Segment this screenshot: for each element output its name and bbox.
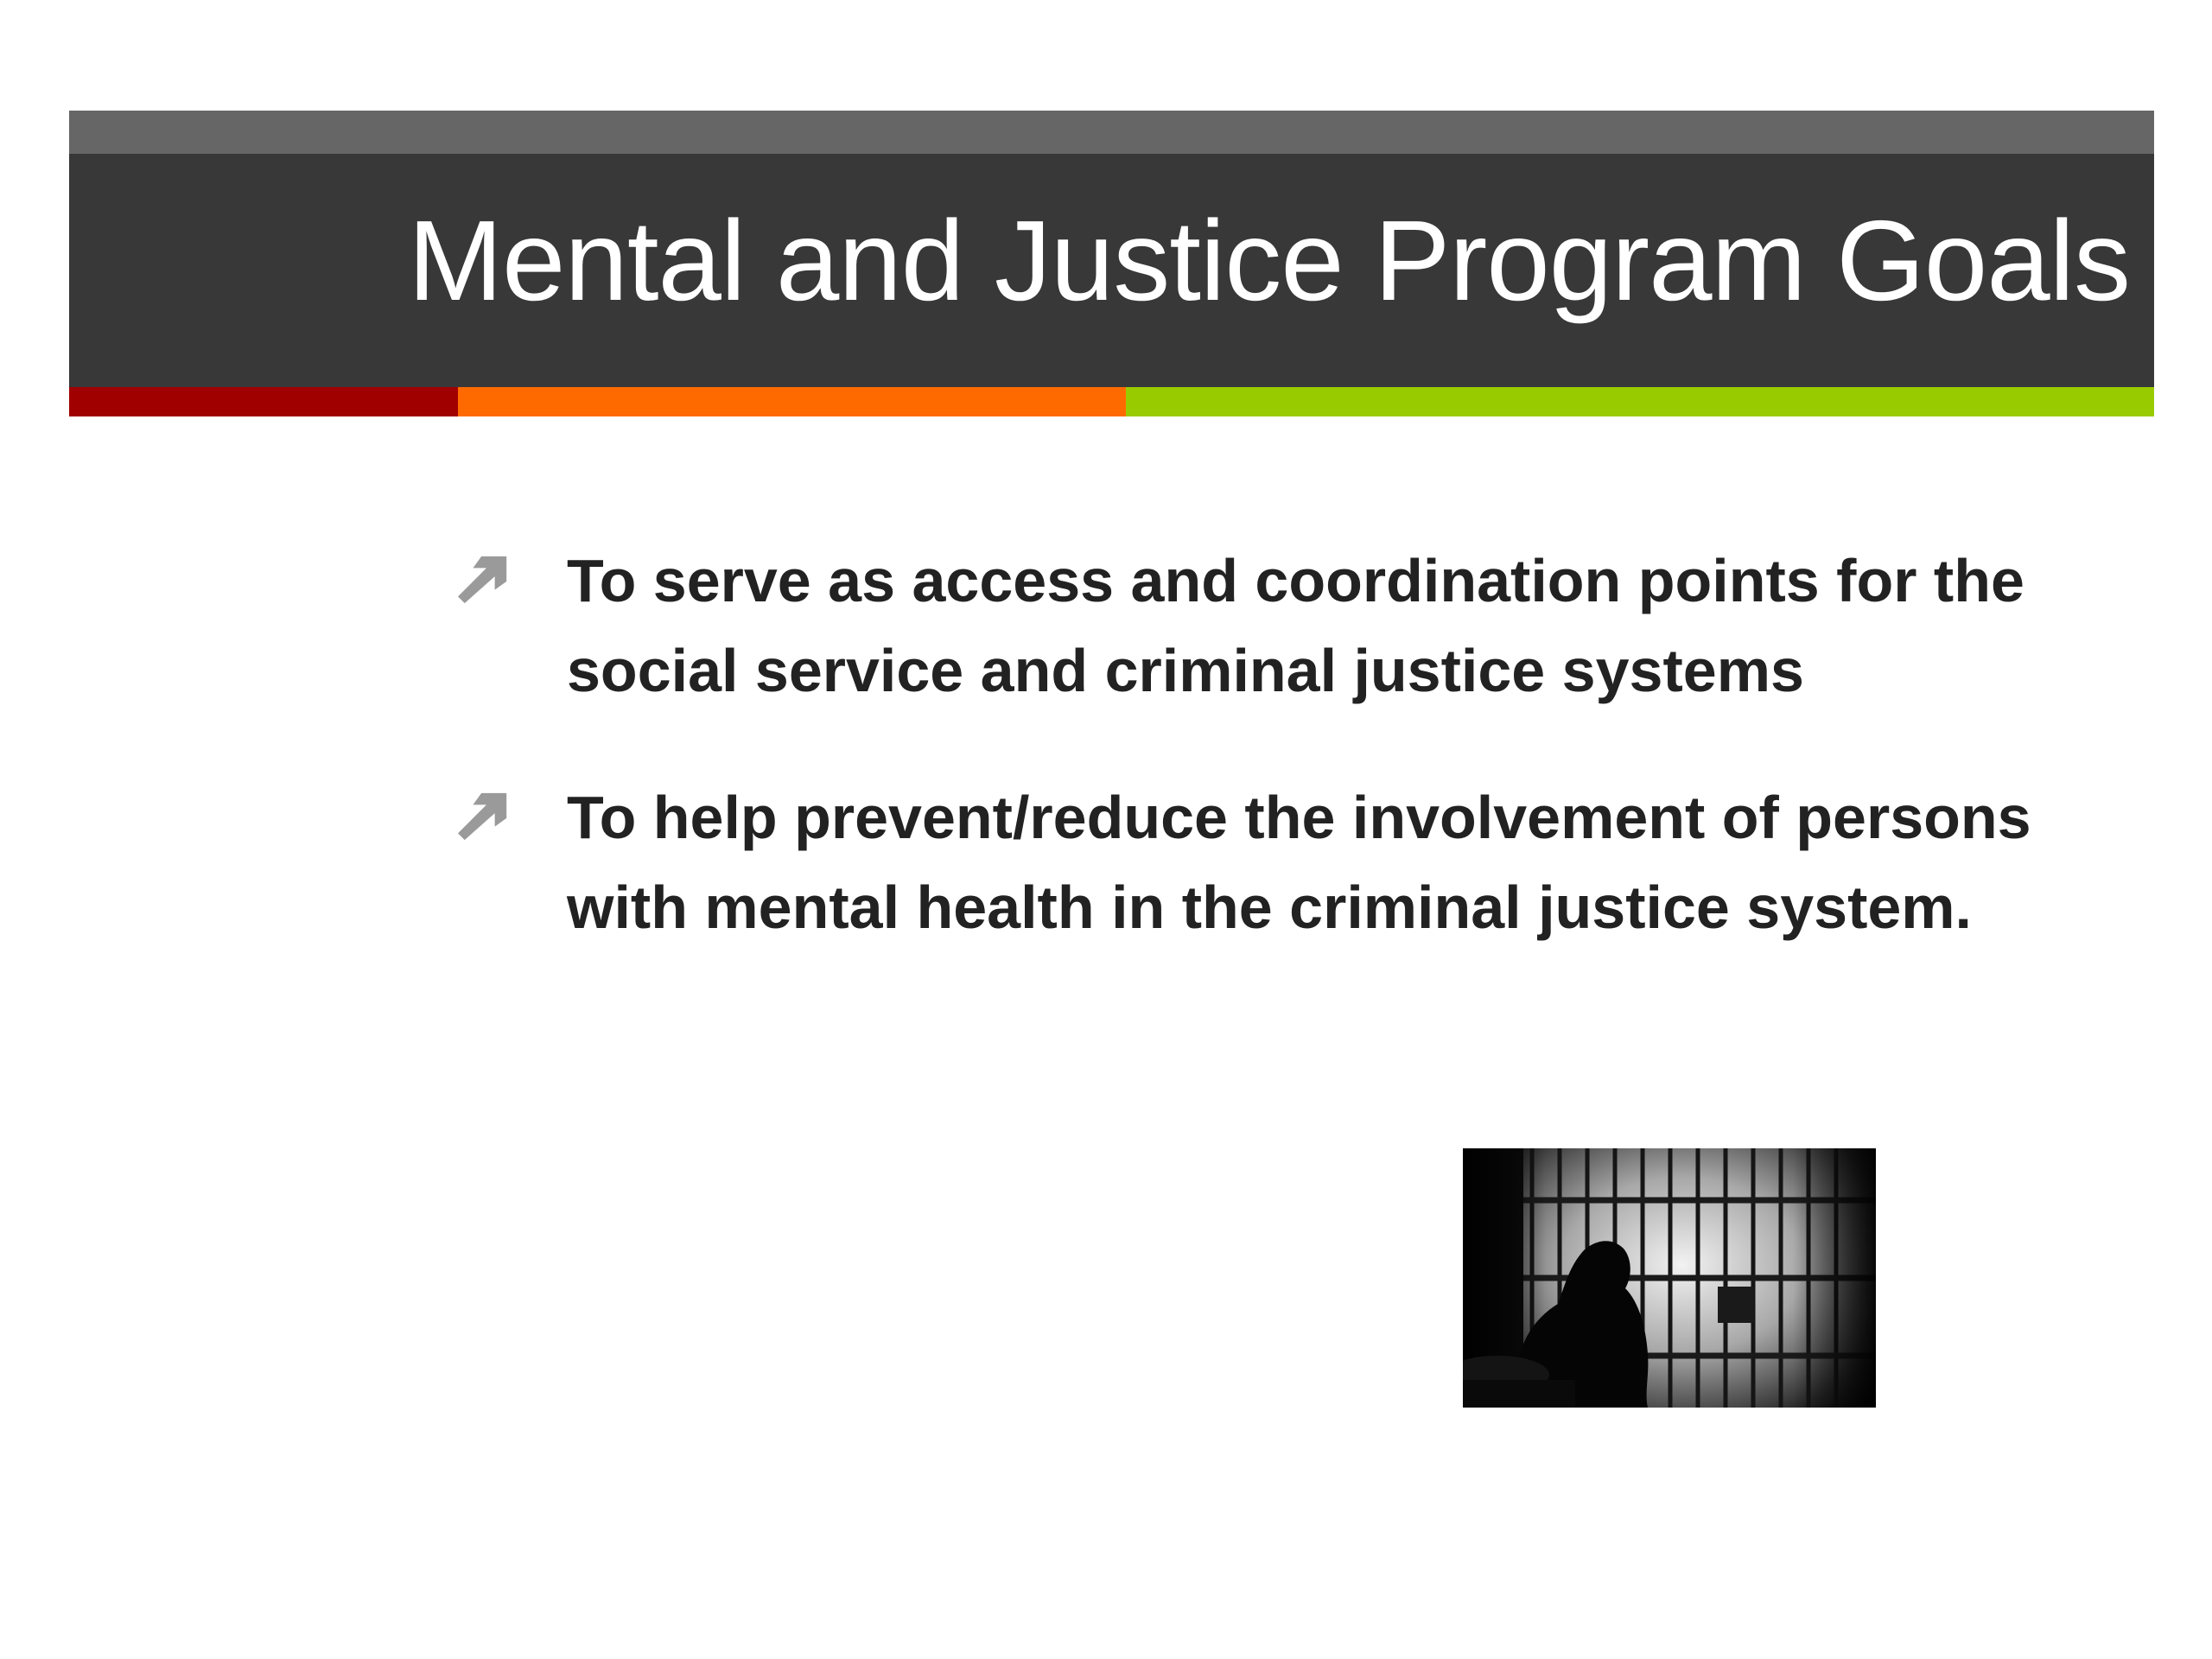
header-top-band: [69, 111, 2154, 154]
accent-stripe-green: [1126, 387, 2154, 416]
list-item: [458, 536, 2152, 715]
arrow-up-right-icon: [458, 788, 512, 842]
title-bar: [69, 154, 2154, 387]
arrow-up-right-icon: [458, 551, 512, 605]
list-item: [458, 772, 2152, 952]
slide-title: Mental and Justice Program Goals: [408, 197, 2130, 324]
accent-stripe-orange: [458, 387, 1126, 416]
accent-stripe-red: [69, 387, 458, 416]
bullet-list: [458, 536, 2152, 1009]
jail-cell-silhouette-image: [1463, 1148, 1876, 1408]
bullet-text: To help prevent/reduce the involvement of persons with mental health in the criminal justice system.: [567, 784, 2031, 941]
bullet-text: To serve as access and coordination points for the social service and criminal justice systems: [567, 547, 2024, 704]
